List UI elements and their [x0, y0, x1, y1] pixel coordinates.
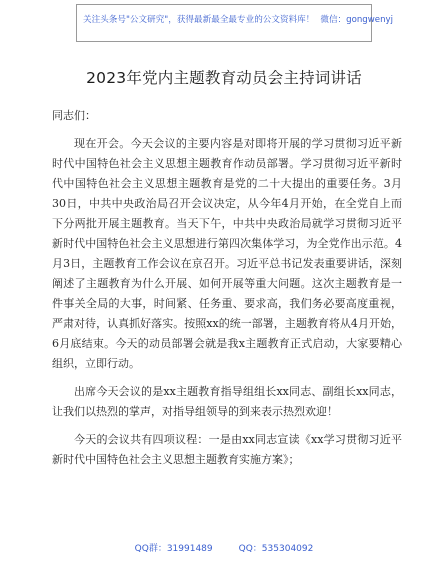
qq-group-number: QQ群：31991489	[134, 544, 213, 554]
document-body	[52, 106, 402, 470]
paragraph-3: 今天的会议共有四项议程：一是由xx同志宣读《xx学习贯彻习近平新时代中国特色社会主义思想主题教育实施方案》；	[52, 433, 402, 466]
paragraph-1: 现在开会。今天会议的主要内容是对即将开展的学习贯彻习近平新时代中国特色社会主义思想主题教育作动员部署。学习贯彻习近平新时代中国特色社会主义思想主题教育是党的二十大提出的重要任务。3月30日，中共中央政治局召开会议决定，从今年4月开始，在全党自上而下分两批开展主题教育。当天下午，中共中央政治局就学习贯彻习近平新时代中国特色社会主义思想进行第四次集体学习，为全党作出示范。4月3日，主题教育工作会议在京召开。习近平总书记发表重要讲话，深刻阐述了主题教育为什么开展、如何开展等重大问题。这次主题教育是一件事关全局的大事，时间紧、任务重、要求高，我们务必要高度重视，严肃对待，认真抓好落实。按照xx的统一部署，主题教育将从4月开始，6月底结束。今天的动员部署会就是我x主题教育正式启动，大家要精心组织，立即行动。	[52, 137, 402, 370]
wechat-id: 微信：gongwenyj	[320, 15, 393, 25]
paragraph-2: 出席今天会议的是xx主题教育指导组组长xx同志、副组长xx同志，让我们以热烈的掌声，对指导组领导的到来表示热烈欢迎！	[52, 385, 402, 418]
document-title: 2023年党内主题教育动员会主持词讲话	[86, 69, 362, 87]
greeting: 同志们：	[52, 109, 96, 122]
promo-banner	[76, 4, 393, 42]
footer-contacts	[0, 541, 448, 554]
promo-banner-text: 关注头条号"公文研究"，获得最新最全最专业的公文资料库！	[83, 15, 315, 25]
qq-number: QQ：535304092	[238, 544, 314, 554]
